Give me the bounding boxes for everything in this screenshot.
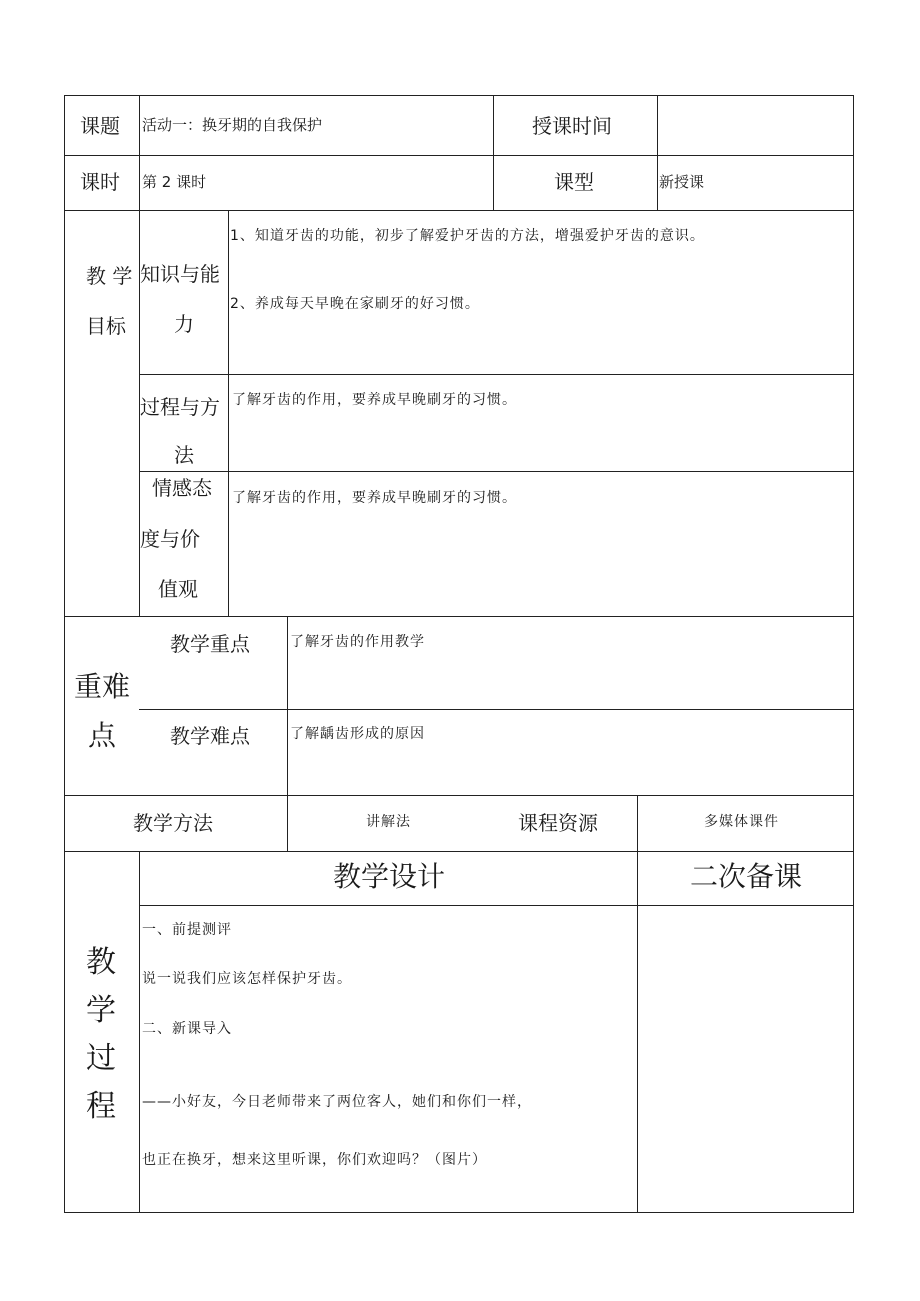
- period-label: 课时: [80, 170, 120, 194]
- process-section-label: 程: [86, 1089, 116, 1124]
- knowledge-item: 2、养成每天早晚在家刷牙的好习惯。: [230, 296, 480, 312]
- divider: [228, 210, 229, 616]
- design-line: 二、新课导入: [142, 1021, 232, 1037]
- divider: [64, 155, 854, 156]
- design-line: 也正在换牙，想来这里听课，你们欢迎吗？（图片）: [142, 1152, 487, 1168]
- design-header: 教学设计: [333, 860, 446, 893]
- table-border-right: [853, 95, 854, 1213]
- goals-label: 目标: [86, 314, 126, 338]
- divider: [637, 795, 638, 1212]
- divider: [287, 616, 288, 851]
- key-points-label: 点: [88, 719, 117, 752]
- period-value: 第 2 课时: [142, 173, 207, 191]
- process-section-label: 学: [86, 993, 116, 1028]
- knowledge-item: 1、知道牙齿的功能，初步了解爱护牙齿的方法，增强爱护牙齿的意识。: [230, 228, 705, 244]
- divider: [64, 616, 854, 617]
- divider: [139, 709, 854, 710]
- emotion-label: 值观: [158, 577, 198, 601]
- divider: [64, 210, 854, 211]
- design-line: 说一说我们应该怎样保护牙齿。: [142, 971, 352, 987]
- divider: [657, 95, 658, 210]
- resource-label: 课程资源: [518, 811, 598, 835]
- method-label: 教学方法: [133, 811, 213, 835]
- key-points-label: 重难: [74, 670, 131, 703]
- divider: [139, 851, 140, 1212]
- divider: [139, 471, 854, 472]
- resource-value: 多媒体课件: [704, 814, 779, 830]
- difficulty-label: 教学难点: [170, 724, 250, 748]
- difficulty-value: 了解龋齿形成的原因: [290, 726, 425, 742]
- topic-label: 课题: [80, 114, 120, 138]
- emotion-text: 了解牙齿的作用，要养成早晚刷牙的习惯。: [232, 490, 517, 506]
- topic-value: 活动一：换牙期的自我保护: [142, 116, 323, 134]
- divider: [64, 795, 854, 796]
- knowledge-label: 力: [174, 312, 194, 336]
- divider: [139, 905, 854, 906]
- table-border-bottom: [64, 1212, 854, 1213]
- divider: [493, 95, 494, 210]
- emotion-label: 情感态: [152, 476, 212, 500]
- process-label: 法: [174, 443, 194, 467]
- divider: [64, 851, 854, 852]
- process-section-label: 教: [86, 945, 116, 980]
- focus-label: 教学重点: [170, 632, 250, 656]
- design-line: ——小好友，今日老师带来了两位客人，她们和你们一样，: [142, 1094, 532, 1110]
- focus-value: 了解牙齿的作用教学: [290, 634, 425, 650]
- divider: [139, 374, 854, 375]
- emotion-label: 度与价: [140, 527, 200, 551]
- process-text: 了解牙齿的作用，要养成早晚刷牙的习惯。: [232, 392, 517, 408]
- method-value: 讲解法: [366, 814, 411, 830]
- lesson-time-label: 授课时间: [532, 114, 612, 138]
- table-border-left: [64, 95, 65, 1213]
- second-prep-header: 二次备课: [690, 860, 803, 893]
- design-line: 一、前提测评: [142, 922, 232, 938]
- table-border-top: [64, 95, 854, 96]
- lesson-type-value: 新授课: [659, 173, 705, 191]
- process-section-label: 过: [86, 1041, 116, 1076]
- lesson-type-label: 课型: [554, 170, 594, 194]
- process-label: 过程与方: [140, 395, 220, 419]
- goals-label: 教 学: [86, 264, 133, 288]
- knowledge-label: 知识与能: [140, 262, 220, 286]
